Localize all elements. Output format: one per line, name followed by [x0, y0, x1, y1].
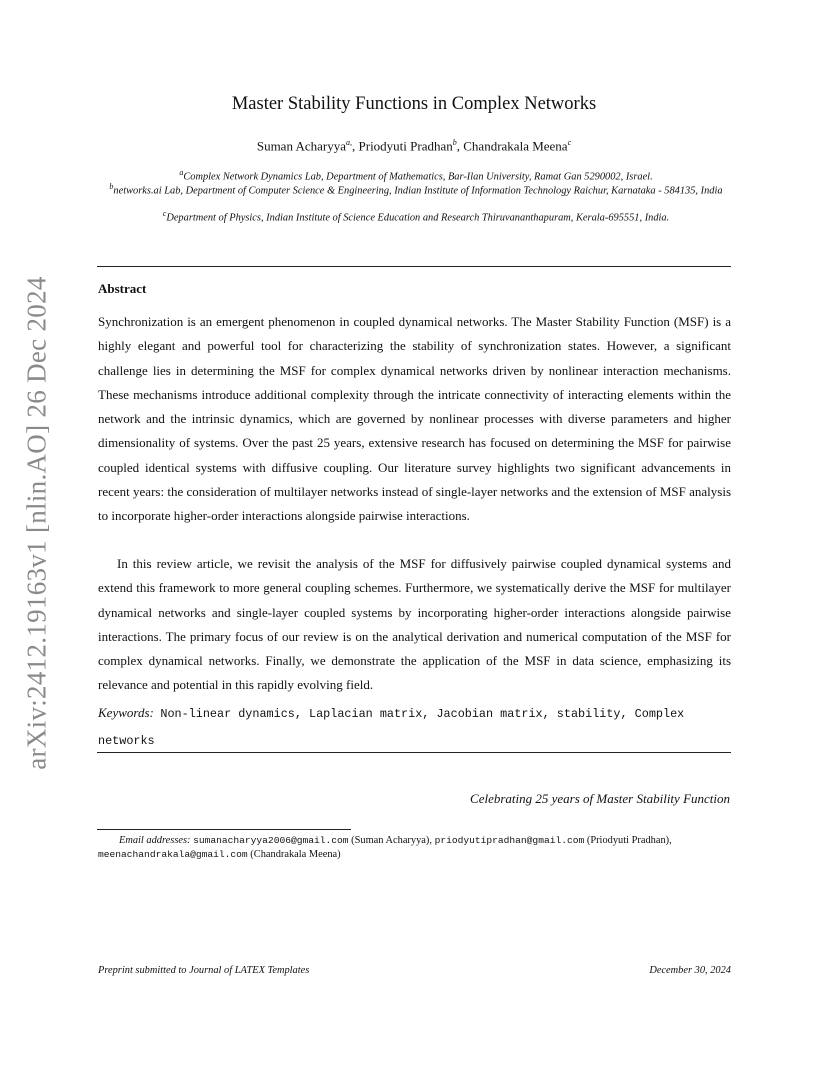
email-owner: (Suman Acharyya), — [351, 835, 432, 846]
keywords-list: Non-linear dynamics, Laplacian matrix, Jacobian matrix, stability, Complex networks — [98, 707, 685, 748]
email-address[interactable]: sumanacharyya2006@gmail.com — [193, 835, 349, 846]
author-name: Priodyuti Pradhan — [358, 138, 453, 154]
affiliation-mark: c — [162, 209, 167, 218]
affiliation-mark: b — [109, 182, 114, 191]
keywords-label: Keywords: — [98, 705, 154, 720]
preprint-date: December 30, 2024 — [649, 965, 731, 976]
author-name: Chandrakala Meena — [463, 138, 568, 154]
abstract-paragraph: Synchronization is an emergent phenomenon in coupled dynamical networks. The Master Stability Function (MSF) is a highly elegant and powerful tool for characterizing the stability of synchronization states. However, a significant challenge lies in determining the MSF for complex dynamical networks driven by nonlinear interaction mechanisms. These mechanisms introduce additional complexity through the intricate connectivity of interacting elements within the network and the intrinsic dynamics, which are governed by nonlinear processes with diverse parameters and higher dimensionality of systems. Over the past 25 years, extensive research has focused on determining the MSF for pairwise coupled identical systems with diffusive coupling. Our literature survey highlights two significant advancements in recent years: the consideration of multilayer networks instead of single-layer networks and the extension of MSF analysis to incorporate higher-order interactions alongside pairwise interactions. — [98, 314, 731, 524]
affiliation-text: Complex Network Dynamics Lab, Department of Mathematics, Bar-Ilan University, Ramat Gan 5290002, Israel. — [183, 171, 653, 183]
preprint-note: Preprint submitted to Journal of LATEX Templates — [98, 965, 310, 976]
affiliation-mark: a — [179, 168, 184, 177]
footnote-label: Email addresses: — [119, 835, 191, 846]
email-owner: (Chandrakala Meena) — [250, 849, 341, 860]
celebration-note: Celebrating 25 years of Master Stability Function — [470, 791, 730, 806]
arxiv-identifier: arXiv:2412.19163v1 [nlin.AO] 26 Dec 2024 — [21, 276, 52, 770]
affiliation — [96, 180, 736, 198]
email-address[interactable]: meenachandrakala@gmail.com — [98, 849, 248, 860]
author-affil-mark: a, — [346, 138, 353, 147]
keywords — [98, 700, 731, 754]
footnote-rule — [97, 829, 351, 830]
abstract-top-rule — [97, 266, 731, 267]
abstract-paragraph: In this review article, we revisit the analysis of the MSF for diffusively pairwise coupled dynamical systems and extend this framework to more general coupling schemes. Furthermore, we systematically derive the MSF for multilayer dynamical networks and single-layer coupled systems by incorporating higher-order interactions alongside pairwise interactions. The primary focus of our review is on the analytical derivation and numerical computation of the MSF for complex dynamical networks. Finally, we demonstrate the application of the MSF in data science, emphasizing its relevance and potential in this rapidly evolving field. — [98, 556, 731, 693]
author-name: Suman Acharyya — [256, 138, 347, 154]
affiliation-text: networks.ai Lab, Department of Computer Science & Engineering, Indian Institute of Information Technology Raichur, Karnataka - 584135, India — [113, 185, 723, 197]
affiliation — [96, 207, 736, 225]
author-list: Suman Acharyya$^{a,}$, Priodyuti Pradhan$^b$, Chandrakala Meena$^c$ — [256, 138, 572, 154]
email-address[interactable]: priodyutipradhan@gmail.com — [434, 835, 585, 846]
abstract-heading: Abstract — [98, 281, 147, 296]
abstract-bottom-rule — [97, 752, 731, 753]
paper-title: Master Stability Functions in Complex Networks — [231, 94, 597, 114]
affiliation-text: Department of Physics, Indian Institute of Science Education and Research Thiruvananthapuram, Kerala-695551, India. — [166, 212, 670, 224]
email-footnote — [98, 834, 731, 862]
author-affil-mark: b — [452, 138, 457, 147]
email-owner: (Priodyuti Pradhan), — [586, 835, 672, 846]
author-affil-mark: c — [567, 138, 572, 147]
